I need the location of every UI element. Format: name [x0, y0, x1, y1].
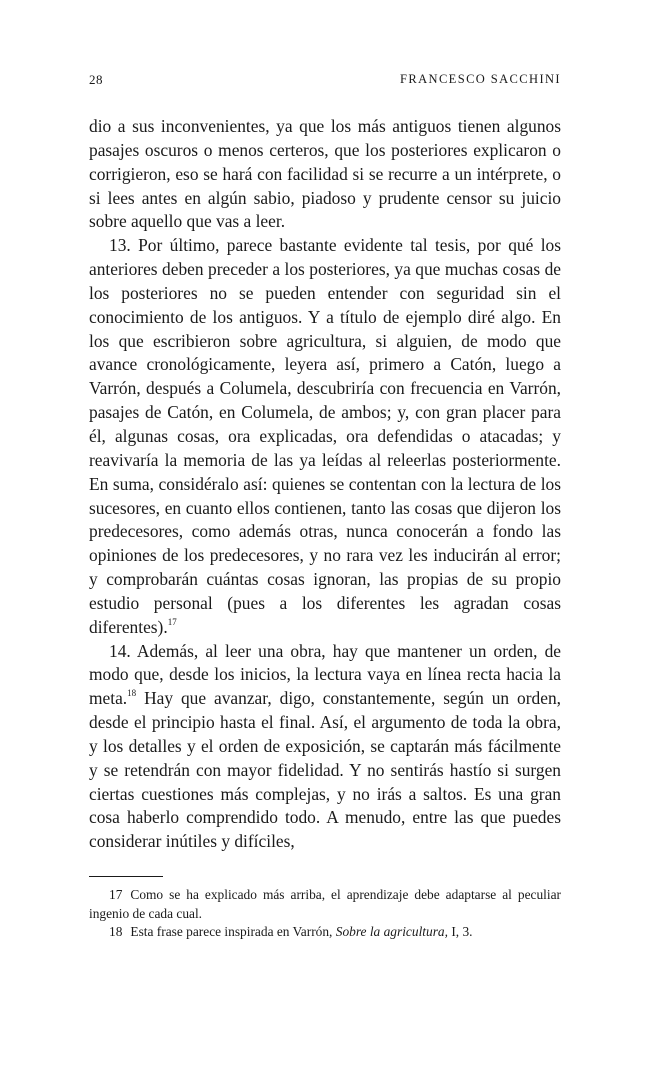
footnote-text: Esta frase parece inspirada en Varrón,: [130, 924, 336, 939]
footnote-18: [89, 923, 561, 942]
footnote-number: 18: [109, 924, 123, 939]
footnote-text: Como se ha explicado más arriba, el aprendizaje debe adaptarse al peculiar ingenio de cada cual.: [89, 887, 561, 921]
paragraph-13: [89, 234, 561, 639]
footnote-ref-18[interactable]: 18: [127, 688, 137, 699]
paragraph-14-text-b: Hay que avanzar, digo, constantemente, según un orden, desde el principio hasta el final. Así, el argumento de toda la obra, y los detalles y el orden de exposición, se captarán más fácilmente y se retendrán con mayor fidelidad. Y no sentirás hastío si surgen ciertas cuestiones más complejas, y no irás a saltos. Es una gran cosa haberlo comprendido todo. A menudo, entre las que puedes considerar inútiles y difíciles,: [89, 688, 561, 852]
footnote-italic-title: Sobre la agricultura,: [335, 924, 448, 939]
paragraph-14-text-a: 14. Además, al leer una obra, hay que mantener un orden, de modo que, desde los inicios, la lectura vaya en línea recta hacia la meta.: [89, 640, 561, 709]
header-author: FRANCESCO SACCHINI: [400, 72, 561, 86]
body-text: [89, 115, 561, 854]
footnote-ref-17[interactable]: 17: [167, 616, 177, 627]
footnote-number: 17: [109, 887, 123, 902]
book-page: [89, 0, 561, 1084]
paragraph-14: [89, 640, 561, 855]
footnotes: [89, 886, 561, 942]
footnote-divider: [89, 876, 163, 877]
paragraph-13-text: 13. Por último, parece bastante evidente tal tesis, por qué los anteriores deben preceder a los posteriores, ya que muchas cosas de los posteriores no se pueden entender con seguridad sin el conocimiento de los antiguos. Y a título de ejemplo diré algo. En los que escribieron sobre agricultura, si alguien, de modo que avance cronológicamente, leyera así, primero a Catón, luego a Varrón, después a Columela, descubriría con frecuencia en Varrón, pasajes de Catón, en Columela, de ambos; y, con gran placer para él, algunas cosas, ora explicadas, ora defendidas o atacadas; y reavivaría la memoria de las ya leídas al releerlas posteriormente. En suma, considéralo así: quienes se contentan con la lectura de los sucesores, en cuanto ellos contienen, tanto las cosas que dijeron los predecesores, como además otras, nunca conocerán a fondo las opiniones de los predecesores, y no rara vez les inducirán al error; y comprobarán cuántas cosas ignoran, las propias de su propio estudio personal (pues a los diferentes les agradan cosas diferentes).: [89, 235, 561, 637]
footnote-17: [89, 886, 561, 923]
running-header: [89, 72, 561, 92]
page-number: 28: [89, 72, 103, 87]
footnote-text-end: I, 3.: [447, 924, 473, 939]
paragraph-continuation: dio a sus inconvenientes, ya que los más antiguos tienen algunos pasajes oscuros o menos certeros, que los posteriores explicaron o corrigieron, eso se hará con facilidad si se recurre a un intérprete, o si lees antes en algún sabio, piadoso y prudente censor su juicio sobre aquello que vas a leer.: [89, 116, 561, 232]
